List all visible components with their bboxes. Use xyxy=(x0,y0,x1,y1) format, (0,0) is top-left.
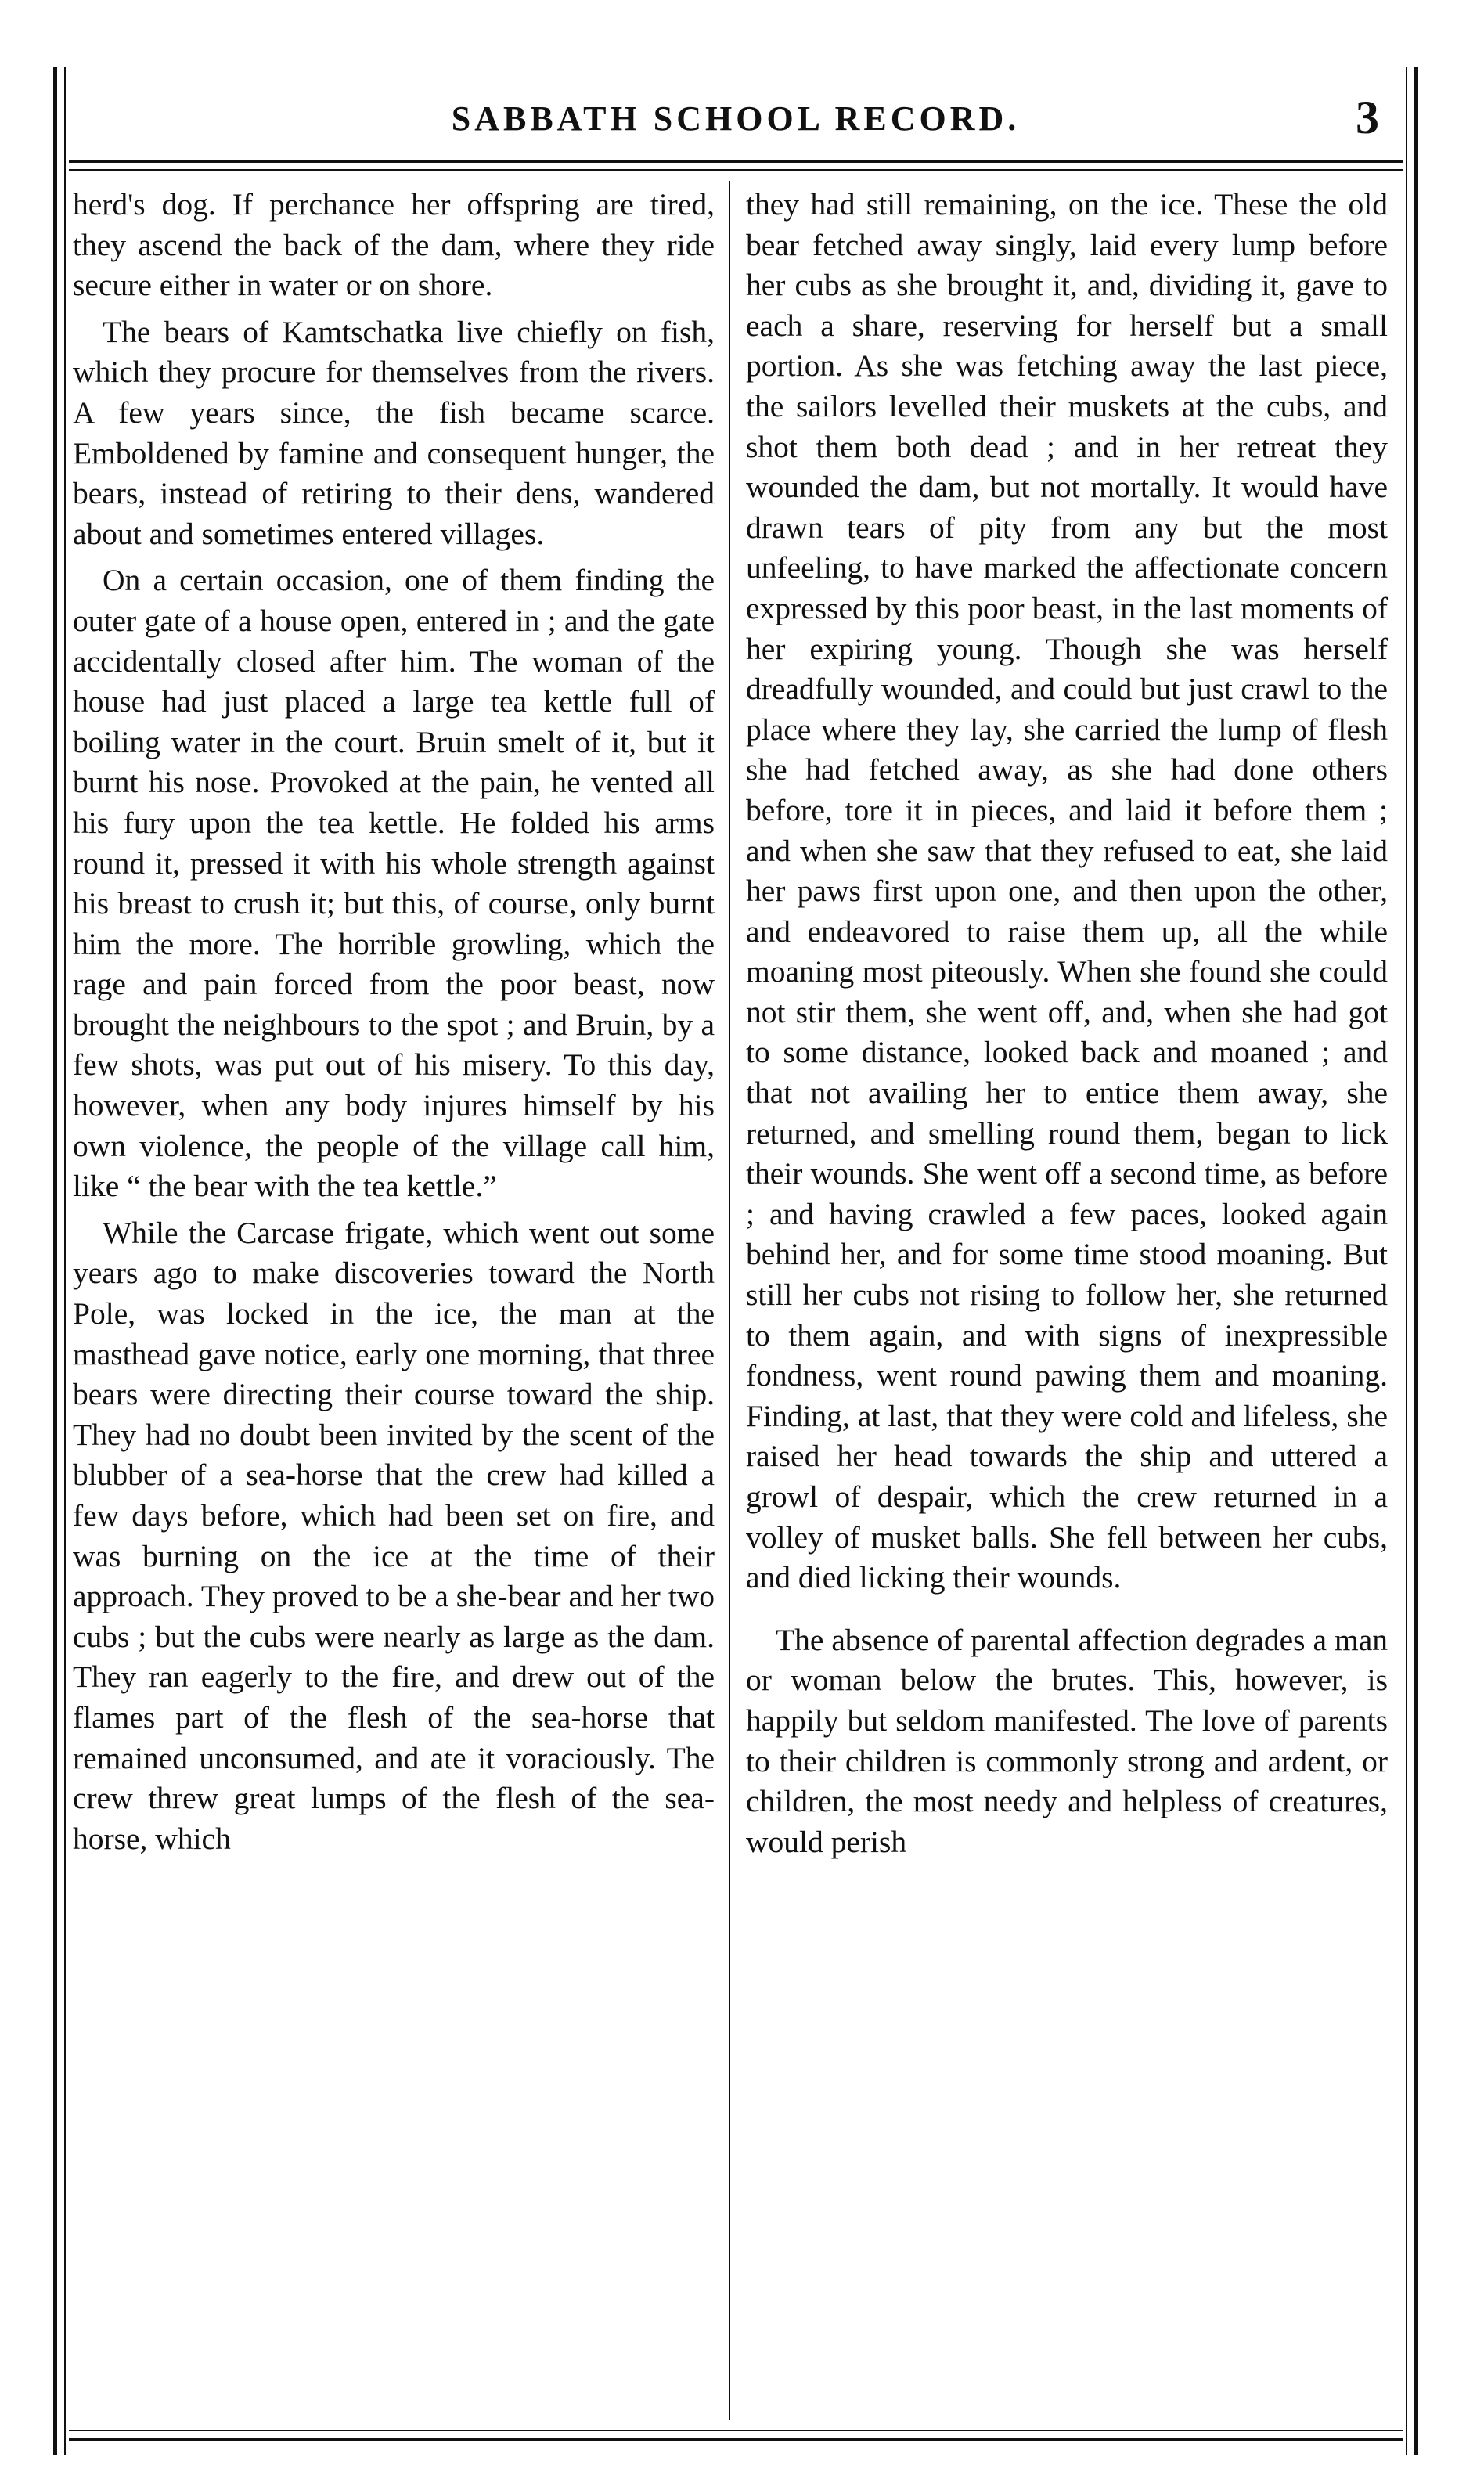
paragraph: The bears of Kamtschatka live chiefly on fish, which they procure for themselves from the rivers. A few years since, the fish became scarce. Emboldened by famine and consequent hunger, the bears, instead of retiring to their dens, wandered about and sometimes entered villages. xyxy=(73,314,715,551)
footer-rule-thick xyxy=(69,2438,1403,2441)
frame-left-inner-rule xyxy=(64,67,66,2455)
frame-left-outer-rule xyxy=(53,67,57,2455)
left-column xyxy=(73,185,715,1865)
frame-right-inner-rule xyxy=(1406,67,1407,2455)
page-header xyxy=(69,91,1403,161)
paragraph: While the Carcase frigate, which went out some years ago to make discoveries toward the North Pole, was locked in the ice, the man at the masthead gave notice, early one morning, that three bears were directing their course toward the ship. They had no doubt been invited by the scent of the blubber of a sea-horse that the crew had killed a few days before, which had been set on fire, and was burning on the ice at the time of their approach. They proved to be a she-bear and her two cubs ; but the cubs were nearly as large as the dam. They ran eagerly to the fire, and drew out of the flames part of the flesh of the sea-horse that remained unconsumed, and ate it voraciously. The crew threw great lumps of the flesh of the sea-horse, which xyxy=(73,1215,715,1856)
paragraph: they had still remaining, on the ice. These the old bear fetched away singly, laid every lump before her cubs as she brought it, and, dividing it, gave to each a share, reserving for herself but a small portion. As she was fetching away the last piece, the sailors levelled their muskets at the cubs, and shot them both dead ; and in her retreat they wounded the dam, but not mortally. It would have drawn tears of pity from any but the most unfeeling, to have marked the affectionate concern expressed by this poor beast, in the last moments of her expiring young. Though she was herself dreadfully wounded, and could but just crawl to the place where they lay, she carried the lump of flesh she had fetched away, as she had done others before, tore it in pieces, and laid it before them ; and when she saw that they refused to eat, she laid her paws first upon one, and then upon the other, and endeavored to raise them up, all the while moaning most piteously. When she found she could not stir them, she went off, and, when she had got to some distance, looked back and moaned ; and that not availing her to entice them away, she returned, and smelling round them, began to lick their wounds. She went off a second time, as before ; and having crawled a few paces, looked again behind her, and for some time stood moaning. But still her cubs not rising to follow her, she returned to them again, and with signs of inexpressible fondness, went round pawing them and moaning. Finding, at last, that they were cold and lifeless, she raised her head towards the ship and uttered a growl of despair, which the crew returned in a volley of musket balls. She fell between her cubs, and died licking their wounds. xyxy=(746,187,1388,1595)
paragraph: On a certain occasion, one of them finding the outer gate of a house open, entered in ; and the gate accidentally closed after him. The woman of the house had just placed a large tea kettle full of boiling water in the court. Bruin smelt of it, but it burnt his nose. Provoked at the pain, he vented all his fury upon the tea kettle. He folded his arms round it, pressed it with his whole strength against his breast to crush it; but this, of course, only burnt him the more. The horrible growling, which the rage and pain forced from the poor beast, now brought the neighbours to the spot ; and Bruin, by a few shots, was put out of his misery. To this day, however, when any body injures himself by his own violence, the people of the village call him, like “ the bear with the tea kettle.” xyxy=(73,563,715,1204)
page-frame xyxy=(53,67,1418,2455)
footer-rule-thin xyxy=(69,2430,1403,2431)
page-number: 3 xyxy=(1356,92,1379,143)
frame-right-outer-rule xyxy=(1414,67,1418,2455)
header-rule-thick xyxy=(69,160,1403,163)
header-rule-thin xyxy=(69,169,1403,171)
paragraph: herd's dog. If perchance her offspring are tired, they ascend the back of the dam, where they ride secure either in water or on shore. xyxy=(73,187,715,303)
running-title: SABBATH SCHOOL RECORD. xyxy=(451,99,1021,138)
column-divider xyxy=(729,181,730,2420)
right-column xyxy=(746,185,1388,1868)
paragraph: The absence of parental affection degrades a man or woman below the brutes. This, however, is happily but seldom manifested. The love of parents to their children is commonly strong and ardent, or children, the most needy and helpless of creatures, would perish xyxy=(746,1622,1388,1859)
